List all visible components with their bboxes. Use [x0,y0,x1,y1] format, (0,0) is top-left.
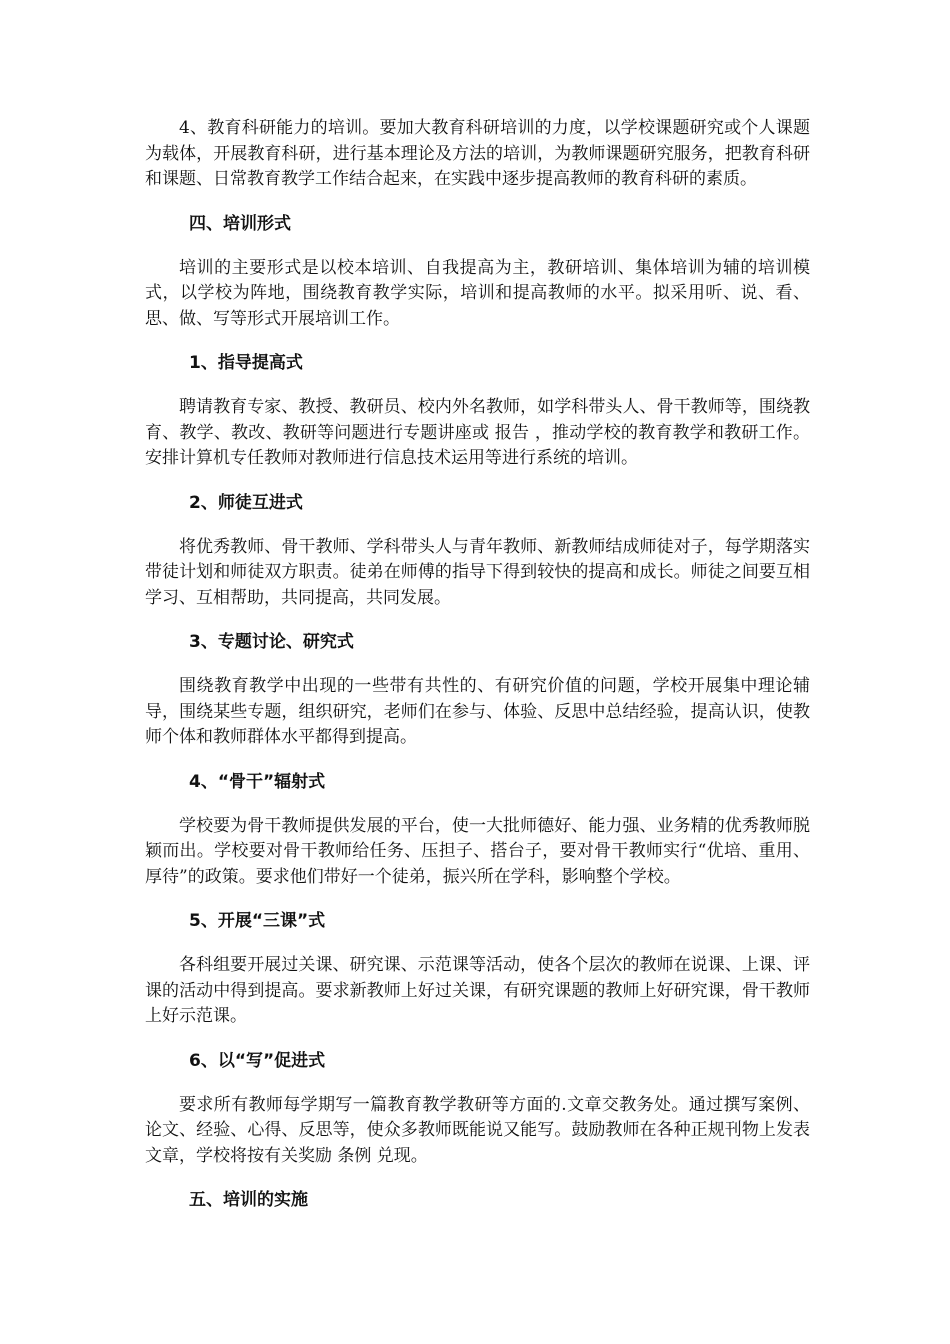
spacer [145,795,810,814]
spacer [145,516,810,535]
section-heading-implementation: 五、培训的实施 [189,1190,308,1210]
paragraph-three-lessons: 各科组要开展过关课、研究课、示范课等活动，使各个层次的教师在说课、上课、评课的活动中得到提高。要求新教师上好过关课，有研究课题的教师上好研究课，骨干教师上好示范课。 [145,955,810,1026]
spacer [145,472,810,491]
paragraph-mentorship: 将优秀教师、骨干教师、学科带头人与青年教师、新教师结成师徒对子，每学期落实带徒计划和师徒双方职责。徒弟在师傅的指导下得到较快的提高和成长。师徒之间要互相学习、互相帮助，共同提高，共同发展。 [145,536,810,608]
subheading-three-lessons: 5、开展“三课”式 [189,911,326,931]
paragraph-topic-discussion: 围绕教育教学中出现的一些带有共性的、有研究价值的问题，学校开展集中理论辅导，围绕某些专题，组织研究，老师们在参与、体验、反思中总结经验，提高认识，使教师个体和教师群体水平都得到提高。 [145,676,810,747]
subheading-mentorship: 2、师徒互进式 [189,492,303,513]
spacer [145,655,810,674]
spacer [145,1030,810,1049]
paragraph-training-forms: 培训的主要形式是以校本培训、自我提高为主，教研培训、集体培训为辅的培训模式，以学校为阵地，围绕教育教学实际，培训和提高教师的水平。拟采用听、说、看、思、做、写等形式开展培训工作。 [145,257,810,329]
spacer [145,1074,810,1093]
spacer [145,751,810,770]
paragraph-guidance: 聘请教育专家、教授、教研员、校内外名教师，如学科带头人、骨干教师等，围绕教育、教学、教改、教研等问题进行专题讲座或 报告 ，推动学校的教育教学和教研工作。安排计算机专任教师对教师进行信息技术运用等进行系统的培训。 [145,397,810,468]
paragraph-writing: 要求所有教师每学期写一篇教育教学教研等方面的.文章交教务处。通过撰写案例、论文、经验、心得、反思等，使众多教师既能说又能写。鼓励教师在各种正规刊物上发表文章，学校将按有关奖励 条例 兑现。 [145,1094,810,1166]
paragraph-research-training: 4、教育科研能力的培训。要加大教育科研培训的力度，以学校课题研究或个人课题为载体，开展教育科研，进行基本理论及方法的培训，为教师课题研究服务，把教育科研和课题、日常教育教学工作结合起来，在实践中逐步提高教师的教育科研的素质。 [145,118,810,189]
spacer [145,611,810,630]
section-heading-training-forms: 四、培训形式 [189,213,291,234]
spacer [145,193,810,212]
spacer [145,332,810,351]
spacer [145,237,810,256]
paragraph-backbone-radiation: 学校要为骨干教师提供发展的平台，使一大批师德好、能力强、业务精的优秀教师脱颖而出。学校要对骨干教师给任务、压担子、搭台子，要对骨干教师实行“优培、重用、厚待”的政策。要求他们带好一个徒弟，振兴所在学科，影响整个学校。 [145,815,810,887]
document-body [145,116,810,1213]
spacer [145,1169,810,1188]
spacer [145,934,810,953]
subheading-backbone-radiation: 4、“骨干”辐射式 [189,771,326,792]
subheading-guidance: 1、指导提高式 [189,353,303,373]
spacer [145,890,810,909]
subheading-topic-discussion: 3、专题讨论、研究式 [189,632,354,652]
subheading-writing: 6、以“写”促进式 [189,1050,326,1071]
spacer [145,376,810,395]
